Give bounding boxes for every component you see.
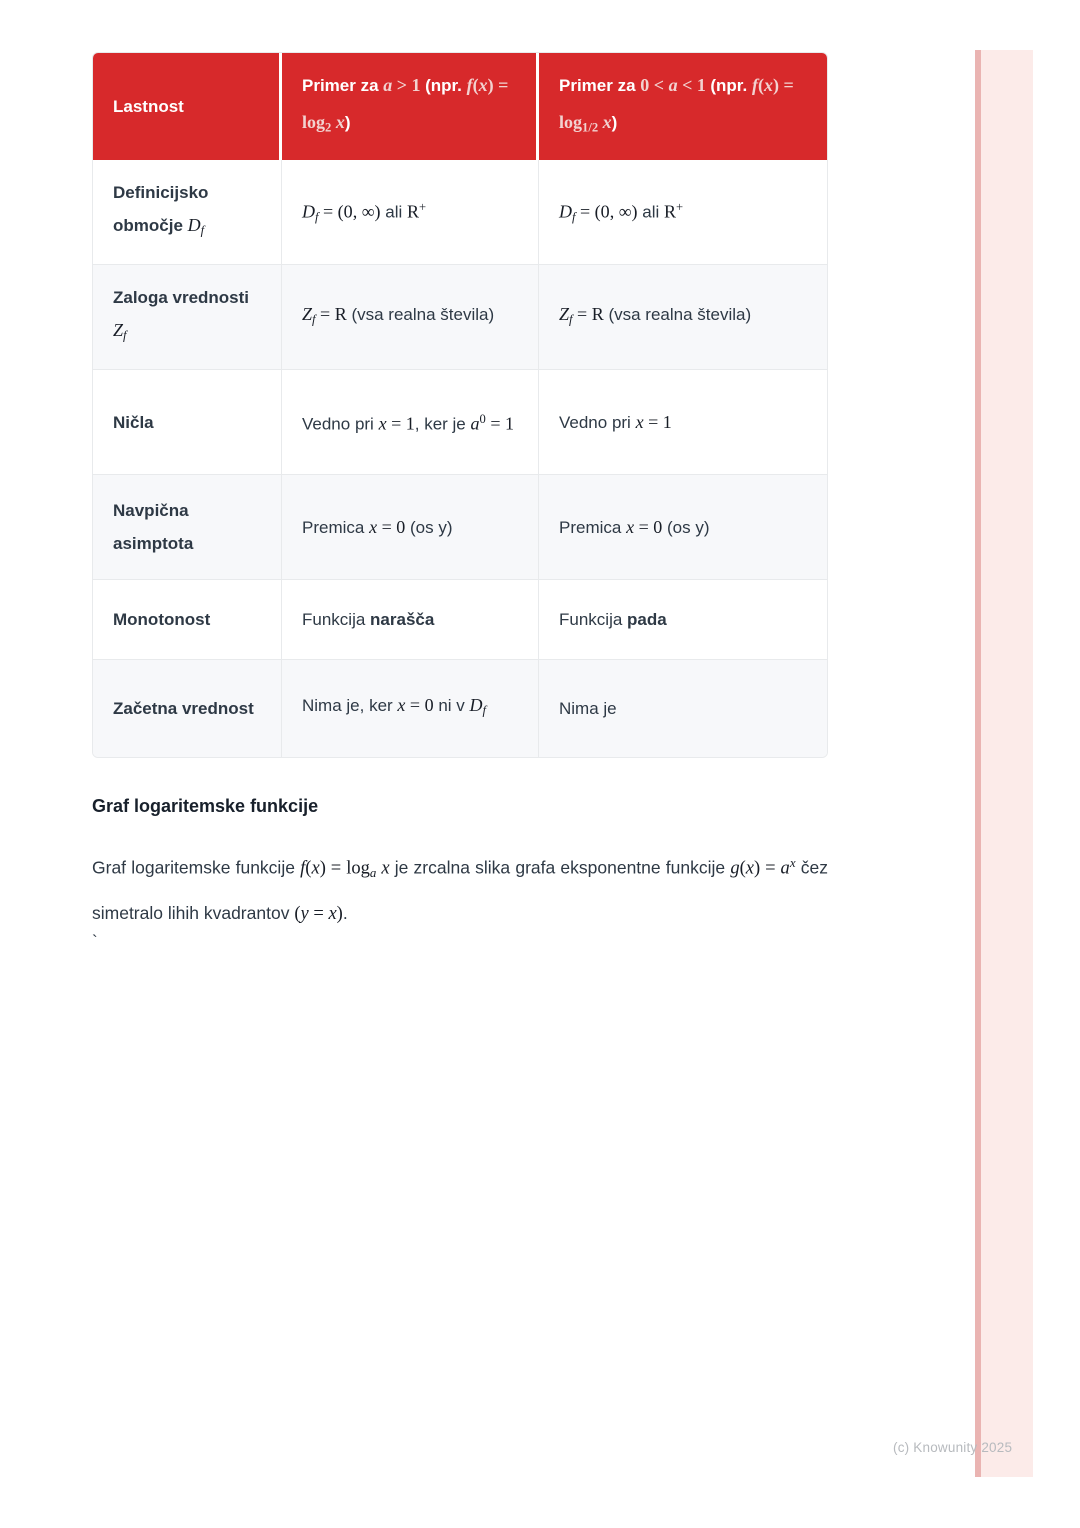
body-paragraph: Graf logaritemske funkcije $f(x) = \log_a x$ je zrcalna slika grafa eksponentne funkcije $g(x) = a^x$ čez simetralo lihih kvadrantov (y = x). — [92, 855, 828, 925]
table-header-row — [93, 53, 827, 160]
column-header-lastnost: Lastnost — [93, 53, 282, 160]
section-heading-graf-logaritemske-funkcije: Graf logaritemske funkcije — [92, 796, 319, 816]
stray-backtick-character: ` — [92, 932, 98, 951]
table-row-nicla — [93, 370, 827, 475]
table-row-zacetna-vrednost — [93, 660, 827, 757]
column-header-a-lt-1: Primer za 0 < a < 1 (npr. $f(x) = \log_{1/2} x$) — [539, 53, 827, 160]
table-row-navpicna-asimptota — [93, 475, 827, 580]
table-cell: $Z_f = R$ (vsa realna števila) — [282, 265, 539, 370]
table-cell: $D_f = (0$, ∞) ali R+ — [282, 160, 539, 265]
table-cell: Premica x = 0 (os y) — [539, 475, 827, 580]
copyright-watermark: (c) Knowunity 2025 — [893, 1440, 1013, 1455]
table-cell: Funkcija pada — [539, 580, 827, 660]
properties-table — [92, 52, 828, 758]
page-edge-decoration-line — [975, 50, 981, 1477]
row-label: Definicijsko območje $D_f$ — [93, 160, 282, 265]
row-label: Monotonost — [93, 580, 282, 660]
row-label: Zaloga vrednosti $Z_f$ — [93, 265, 282, 370]
table-cell: Vedno pri x = 1, ker je $a^0 = 1$ — [282, 370, 539, 475]
table-cell: Premica x = 0 (os y) — [282, 475, 539, 580]
table-row-monotonost — [93, 580, 827, 660]
table-row-definicijsko-obmocje — [93, 160, 827, 265]
table-cell: $D_f = (0$, ∞) ali R+ — [539, 160, 827, 265]
log-function-properties-table — [93, 53, 827, 757]
table-cell: Funkcija narašča — [282, 580, 539, 660]
row-label: Navpična asimptota — [93, 475, 282, 580]
table-cell: Vedno pri x = 1 — [539, 370, 827, 475]
page-edge-decoration-fill — [981, 50, 1033, 1477]
table-cell: Nima je — [559, 699, 617, 718]
table-cell: $Z_f = R$ (vsa realna števila) — [539, 265, 827, 370]
row-label: Ničla — [93, 370, 282, 475]
column-header-a-gt-1: Primer za a > 1 (npr. $f(x) = \log_2 x$) — [282, 53, 539, 160]
table-cell: Nima je, ker x = 0 ni v $D_f$ — [282, 660, 539, 757]
table-row-zaloga-vrednosti — [93, 265, 827, 370]
row-label: Začetna vrednost — [93, 660, 282, 757]
